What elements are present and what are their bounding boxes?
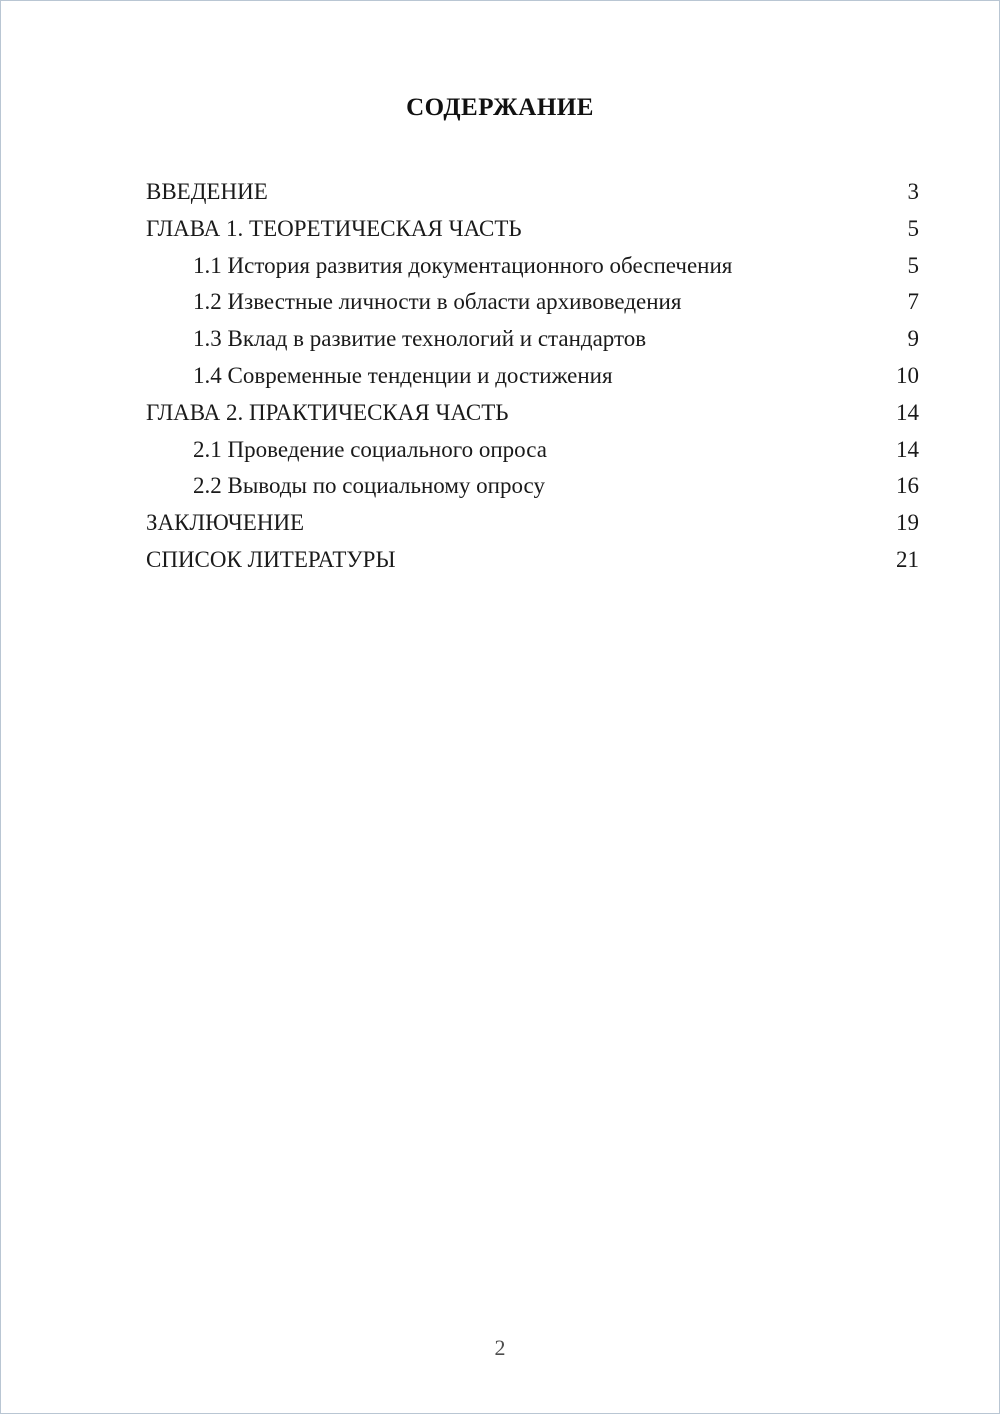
toc-entry-page: 5: [907, 215, 919, 241]
toc-entry: [146, 395, 919, 432]
toc-entry-label: ВВЕДЕНИЕ: [146, 179, 268, 204]
toc-entry-page: 14: [896, 436, 919, 462]
toc-entry: [146, 468, 919, 505]
toc-entry-label: 2.1 Проведение социального опроса: [193, 436, 547, 462]
toc-entry: [146, 211, 919, 248]
toc-entry: [146, 542, 919, 579]
footer-page-number: 2: [494, 1335, 506, 1360]
toc-entry: [146, 505, 919, 542]
toc-entry-label: 2.2 Выводы по социальному опросу: [193, 473, 545, 499]
toc-entry: [146, 432, 919, 469]
toc-entry-label: СПИСОК ЛИТЕРАТУРЫ: [146, 546, 396, 572]
toc-entry-label: 1.1 История развития документационного обеспечения: [193, 252, 733, 278]
toc-entry-page: 16: [896, 473, 919, 499]
toc-entry-page: 3: [907, 179, 919, 204]
toc-entry-label: 1.4 Современные тенденции и достижения: [193, 362, 613, 388]
toc-entry-label: 1.3 Вклад в развитие технологий и стандартов: [193, 326, 647, 352]
toc-entry-label: 1.2 Известные личности в области архивоведения: [193, 289, 682, 315]
toc-entry-label: ГЛАВА 1. ТЕОРЕТИЧЕСКАЯ ЧАСТЬ: [146, 215, 522, 241]
toc-entry-page: 14: [896, 399, 919, 425]
toc-entry: [146, 358, 919, 395]
toc-entry: [146, 321, 919, 358]
toc-entry: [146, 248, 919, 285]
toc-entry-page: 21: [896, 546, 919, 572]
toc-entry: [146, 284, 919, 321]
table-of-contents: [1, 174, 999, 579]
toc-entry-page: 7: [907, 289, 919, 315]
toc-entry-label: ЗАКЛЮЧЕНИЕ: [146, 510, 305, 536]
page-title: СОДЕРЖАНИЕ: [406, 94, 594, 121]
toc-entry: [146, 174, 919, 211]
toc-entry-page: 10: [896, 362, 919, 388]
toc-entry-page: 19: [896, 510, 919, 536]
toc-entry-page: 5: [907, 252, 919, 278]
toc-entry-label: ГЛАВА 2. ПРАКТИЧЕСКАЯ ЧАСТЬ: [146, 399, 509, 425]
toc-entry-page: 9: [907, 326, 919, 352]
